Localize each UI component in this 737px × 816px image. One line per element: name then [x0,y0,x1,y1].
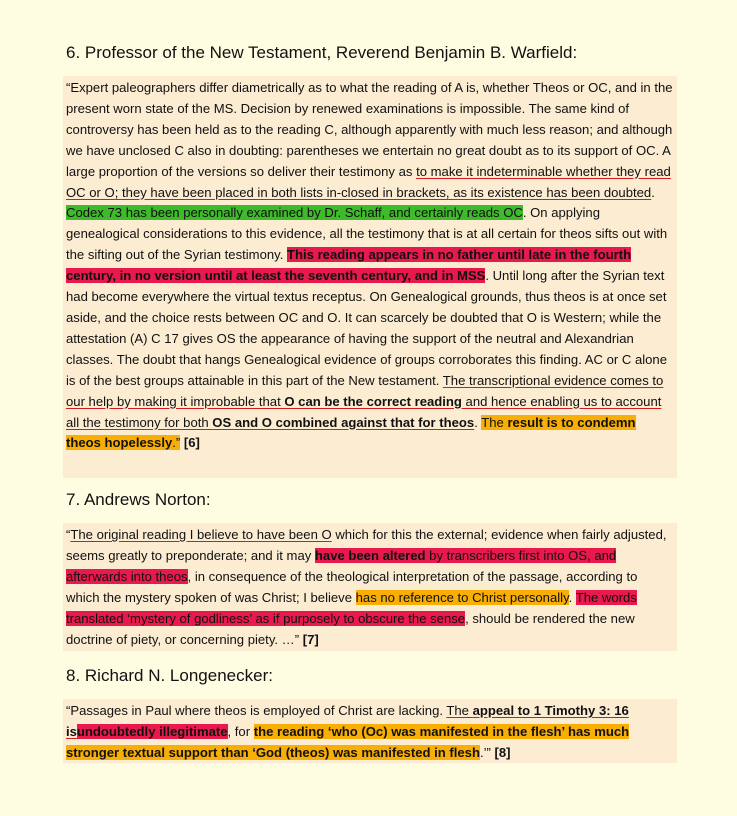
red-highlight: The words translated ‘mystery of godliness’ as if purposely to obscure the sense [66,589,637,626]
section-heading-norton: 7. Andrews Norton: [66,490,211,509]
underlined-passage: The transcriptional evidence comes to our help by making it improbable that [66,372,664,409]
quote-block-norton [63,523,677,651]
quote-text: “Passages in Paul where theos is employed of Christ are lacking. [66,703,447,718]
underlined-passage: to make it indeterminable whether they read OC or O; they have been placed in both lists in-closed in brackets, as its existence has been doubted [66,163,671,200]
bold-underlined-passage: appeal to 1 Timothy 3: 16 is [66,703,629,739]
orange-highlight: has no reference to Christ personally [355,589,569,605]
orange-highlight: The [481,414,508,430]
quote-text: . [651,184,655,200]
bold-underlined-passage: OS and O combined against that for theos [212,414,475,430]
orange-highlight-bold: result is to condemn theos hopelessly [66,414,636,451]
quote-text: , in consequence of the theological interpretation of the passage, according to which the mystery spoken of was Christ; I believe [66,568,638,605]
underlined-passage: The original reading I believe to have been O [70,527,332,542]
red-highlight: by transcribers first into OS, and afterwards into theos [66,547,617,584]
quote-text: . Until long after the Syrian text had become everywhere the virtual textus receptus. On Genealogical grounds, thus theos is at once set aside, and the choice rests between OC and O. It can scarcely be doubted that O is Western; while the attestation (A) C 17 gives OS the appearance of having the support of the neutral and Alexandrian classes. The doubt that hangs Genealogical evidence of groups corroborates this finding. AC or C alone is of the best groups attainable in this part of the New testament. [66,268,667,388]
footnote-ref: [6] [180,435,200,451]
footnote-ref: [7] [299,631,319,647]
quote-block-longenecker [63,699,677,763]
bold-underlined-passage: O can be the correct reading [284,393,462,409]
orange-highlight-bold: the reading ‘who (Oc) was manifested in the flesh’ has much stronger textual support than ‘God (theos) was manifested in flesh [66,723,630,760]
quote-text: . [568,589,576,605]
green-highlight: Codex 73 has been personally examined by Dr. Schaff, and certainly reads OC [66,205,523,221]
quote-text: .’” [479,744,491,760]
quote-block-warfield [63,76,677,478]
red-highlight-bold: undoubtedly illegitimate [76,723,228,739]
section-heading-warfield: 6. Professor of the New Testament, Reverend Benjamin B. Warfield: [66,43,578,62]
red-highlight-bold: have been altered [314,547,426,563]
underlined-passage: The [446,703,473,718]
quote-text: , for [227,723,254,739]
quote-text: . On applying genealogical considerations to this evidence, all the testimony that is at all certain for theos sifts out with the sifting out of the Syrian testimony. [66,205,668,263]
orange-highlight: .” [172,435,181,451]
footnote-ref: [8] [490,744,511,760]
quote-text: , should be rendered the new doctrine of piety, or concerning piety. …” [66,610,635,647]
quote-text: . [474,414,482,430]
quote-text: “Expert paleographers differ diametrically as to what the reading of A is, whether Theos or OC, and in the present worn state of the MS. Decision by renewed examinations is impossible. The same kind of controversy has been held as to the reading C, although apparently with much less reason; and although we have unclosed C also in doubting: parentheses we entertain no great doubt as to its support of OC. A large proportion of the versions so deliver their testimony as [66,80,673,179]
section-heading-longenecker: 8. Richard N. Longenecker: [66,666,273,685]
quote-text: which for this the external; evidence when fairly adjusted, seems greatly to preponderate; and it may [66,527,667,563]
underlined-passage: and hence enabling us to account all the testimony for both [66,393,662,430]
red-highlight: This reading appears in no father until late in the fourth century, in no version until at least the seventh century, and in MSS [66,247,632,284]
quote-text: “ [66,527,71,542]
